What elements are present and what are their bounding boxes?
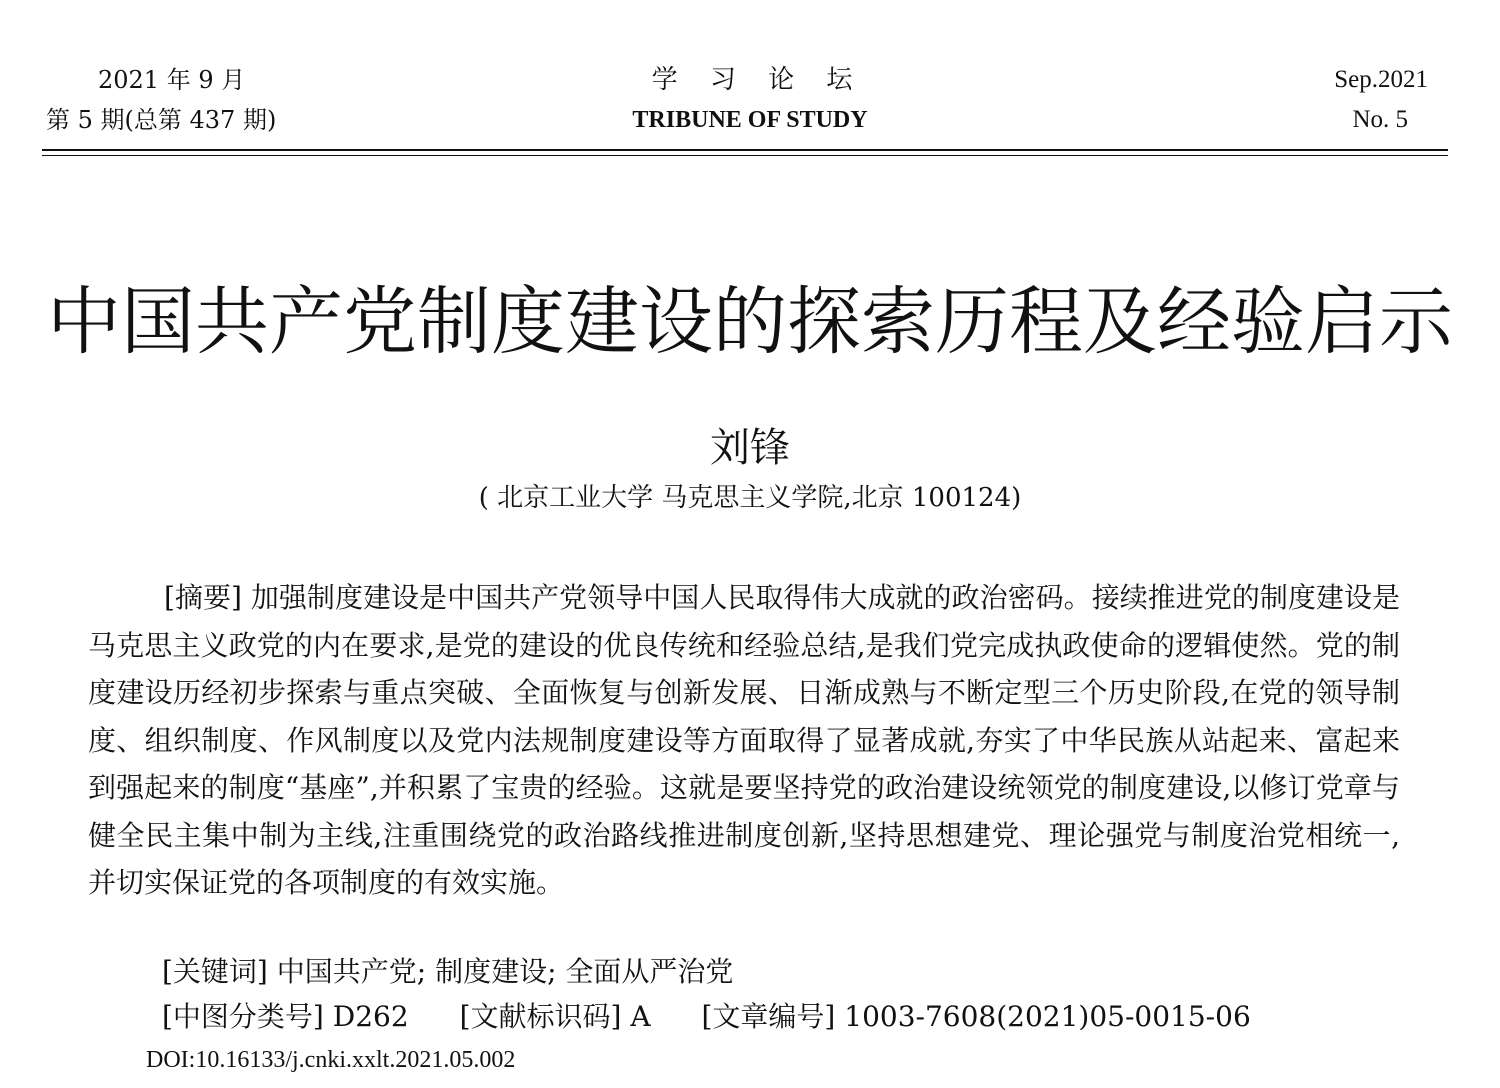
header-date-en: Sep.2021: [1334, 66, 1428, 93]
article-title: 中国共产党制度建设的探索历程及经验启示: [47, 279, 1453, 365]
header-rule-thin: [42, 155, 1448, 156]
abstract-paragraph: [88, 574, 1400, 907]
article-number-value: 1003-7608(2021)05-0015-06: [844, 1000, 1251, 1033]
header-center: [0, 60, 1500, 140]
article-number-label: [文章编号]: [701, 1000, 836, 1033]
document-code-value: A: [630, 1000, 651, 1033]
header-issue-cn: 第 5 期(总第 437 期): [46, 106, 277, 134]
header-rule-thick: [42, 149, 1448, 151]
classification-line: [162, 995, 1251, 1039]
keywords-label: [关键词]: [162, 955, 268, 988]
keywords-line: [162, 950, 733, 994]
header-date-cn: 2021 年 9 月: [98, 66, 246, 94]
article-author: 刘锋: [710, 425, 790, 471]
abstract-text: 加强制度建设是中国共产党领导中国人民取得伟大成就的政治密码。接续推进党的制度建设是马克思主义政党的内在要求,是党的建设的优良传统和经验总结,是我们党完成执政使命的逻辑使然。党的制度建设历经初步探索与重点突破、全面恢复与创新发展、日渐成熟与不断定型三个历史阶段,在党的领导制度、组织制度、作风制度以及党内法规制度建设等方面取得了显著成就,夯实了中华民族从站起来、富起来到强起来的制度“基座”,并积累了宝贵的经验。这就是要坚持党的政治建设统领党的制度建设,以修订党章与健全民主集中制为主线,注重围绕党的政治路线推进制度创新,坚持思想建党、理论强党与制度治党相统一,并切实保证党的各项制度的有效实施。: [88, 581, 1400, 899]
journal-name-en: TRIBUNE OF STUDY: [632, 107, 868, 133]
author-affiliation: ( 北京工业大学 马克思主义学院,北京 100124): [478, 483, 1022, 513]
document-code-label: [文献标识码]: [459, 1000, 622, 1033]
abstract: [88, 574, 1400, 907]
journal-name-cn: 学 习 论 坛: [651, 65, 865, 95]
header-right: [1334, 60, 1428, 140]
clc-label: [中图分类号]: [162, 1000, 324, 1033]
doi: DOI:10.16133/j.cnki.xxlt.2021.05.002: [146, 1047, 516, 1073]
running-header: [0, 60, 1500, 144]
keywords-value: 中国共产党; 制度建设; 全面从严治党: [276, 955, 734, 988]
clc-value: D262: [332, 1000, 409, 1033]
abstract-label: [摘要]: [164, 581, 242, 614]
header-issue-en: No. 5: [1352, 106, 1408, 133]
